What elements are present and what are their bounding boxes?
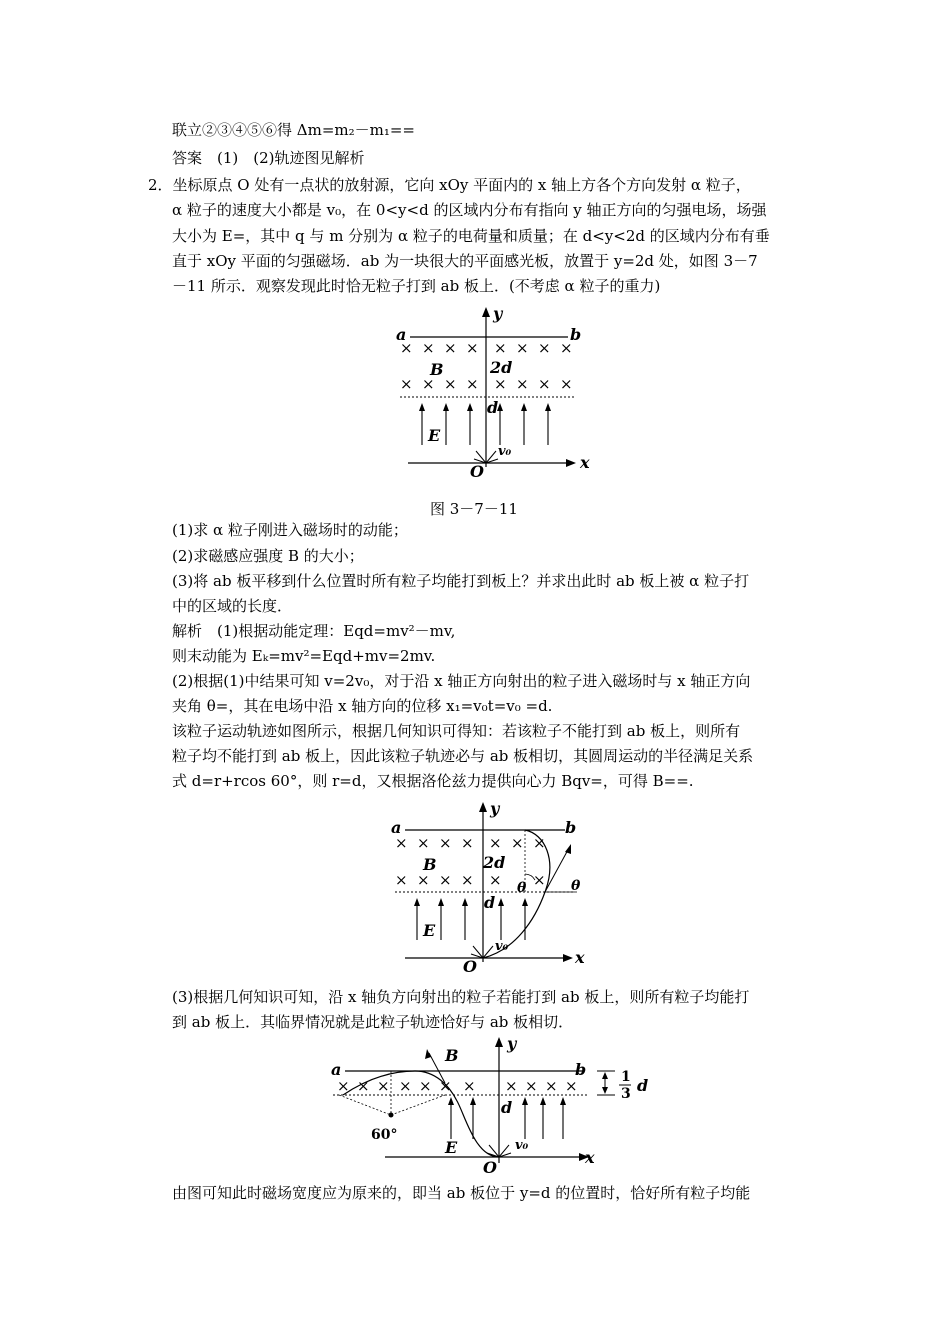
- frac-denominator: 3: [621, 1086, 631, 1102]
- text-line-18: 式 d=r+rcos 60°，则 r=d，又根据洛伦兹力提供向心力 Bqv=，可得 B==.: [172, 772, 694, 790]
- cross-mark: ×: [516, 375, 529, 393]
- text-line-16: 该粒子运动轨迹如图所示，根据几何知识可得知：若该粒子不能打到 ab 板上，则所有: [172, 722, 741, 740]
- text-line-5: 大小为 E=，其中 q 与 m 分别为 α 粒子的电荷量和质量；在 d<y<2d 的区域内分布有垂: [172, 227, 770, 245]
- cross-mark: ×: [511, 834, 524, 852]
- label-v0: v₀: [515, 1138, 529, 1153]
- text-line-15: 夹角 θ=，其在电场中沿 x 轴方向的位移 x₁=v₀t=v₀ =d.: [172, 697, 553, 715]
- cross-mark: ×: [422, 375, 435, 393]
- label-E: E: [423, 921, 436, 940]
- cross-mark: ×: [377, 1077, 390, 1095]
- label-y: y: [490, 800, 500, 818]
- text-line-4: α 粒子的速度大小都是 v₀，在 0<y<d 的区域内分布有指向 y 轴正方向的匀强电场，场强: [172, 201, 767, 219]
- cross-mark: ×: [516, 339, 529, 357]
- label-x: x: [585, 1148, 595, 1167]
- cross-mark: ×: [417, 834, 430, 852]
- text-line-12: 解析 (1)根据动能定理：Eqd=mv²－mv,: [172, 622, 456, 640]
- cross-mark: ×: [461, 834, 474, 852]
- cross-mark: ×: [400, 375, 413, 393]
- cross-mark: ×: [538, 375, 551, 393]
- cross-mark: ×: [494, 339, 507, 357]
- label-y: y: [493, 305, 503, 323]
- label-theta: θ: [517, 880, 527, 896]
- cross-mark: ×: [494, 375, 507, 393]
- label-d: d: [501, 1098, 513, 1117]
- text-line-1: 联立②③④⑤⑥得 Δm=m₂－m₁==: [172, 121, 416, 139]
- label-v0: v₀: [495, 939, 509, 954]
- cross-mark: ×: [337, 1077, 350, 1095]
- frac-numerator: 1: [621, 1069, 631, 1085]
- text-line-8: (1)求 α 粒子刚进入磁场时的动能；: [172, 521, 408, 539]
- cross-mark: ×: [538, 339, 551, 357]
- cross-mark: ×: [525, 1077, 538, 1095]
- cross-mark: ×: [422, 339, 435, 357]
- label-B: B: [445, 1046, 459, 1065]
- cross-mark: ×: [565, 1077, 578, 1095]
- label-x: x: [580, 453, 590, 472]
- text-line-13: 则末动能为 Eₖ=mv²=Eqd+mv=2mv.: [172, 647, 436, 665]
- cross-mark: ×: [417, 871, 430, 889]
- cross-mark: ×: [357, 1077, 370, 1095]
- label-b: b: [570, 325, 582, 344]
- label-d: d: [487, 398, 499, 417]
- text-line-3: 2．坐标原点 O 处有一点状的放射源，它向 xOy 平面内的 x 轴上方各个方向发射 α 粒子，: [148, 176, 751, 194]
- label-2d: 2d: [490, 358, 513, 377]
- text-line-7: －11 所示．观察发现此时恰无粒子打到 ab 板上．(不考虑 α 粒子的重力): [172, 277, 661, 295]
- text-line-14: (2)根据(1)中结果可知 v=2v₀，对于沿 x 轴正方向射出的粒子进入磁场时与 x 轴正方向: [172, 672, 751, 690]
- cross-mark: ×: [545, 1077, 558, 1095]
- label-B: B: [423, 855, 437, 874]
- cross-mark: ×: [533, 871, 546, 889]
- label-v0: v₀: [498, 444, 512, 459]
- circle-center-dot: [389, 1113, 394, 1118]
- x-arrow-icon: [566, 459, 576, 467]
- cross-mark: ×: [463, 1077, 476, 1095]
- cross-mark: ×: [395, 871, 408, 889]
- text-line-21: 由图可知此时磁场宽度应为原来的，即当 ab 板位于 y=d 的位置时，恰好所有粒子均能: [172, 1184, 751, 1202]
- cross-mark: ×: [466, 339, 479, 357]
- y-arrow-icon: [479, 802, 487, 812]
- text-line-2: 答案 (1) (2)轨迹图见解析: [172, 149, 365, 167]
- label-b: b: [565, 818, 577, 837]
- label-x: x: [575, 948, 585, 967]
- text-line-20: 到 ab 板上．其临界情况就是此粒子轨迹恰好与 ab 板相切．: [172, 1013, 574, 1031]
- figure-caption: 图 3－7－11: [430, 500, 518, 518]
- label-a: a: [396, 325, 407, 344]
- cross-mark: ×: [399, 1077, 412, 1095]
- e-field-lines: [422, 409, 548, 445]
- text-line-11: 中的区域的长度．: [172, 597, 293, 615]
- text-line-6: 直于 xOy 平面的匀强磁场．ab 为一块很大的平面感光板，放置于 y=2d 处，如图 3－7: [172, 252, 758, 270]
- cross-mark: ×: [439, 1077, 452, 1095]
- label-y: y: [507, 1035, 517, 1053]
- label-2d: 2d: [483, 853, 506, 872]
- label-a: a: [391, 818, 402, 837]
- cross-mark: ×: [444, 375, 457, 393]
- label-E: E: [428, 426, 441, 445]
- text-line-17: 粒子均不能打到 ab 板上，因此该粒子轨迹必与 ab 板相切，其圆周运动的半径满足关系: [172, 747, 754, 765]
- label-B: B: [430, 360, 444, 379]
- cross-mark: ×: [533, 834, 546, 852]
- figure-3-7-11: [390, 305, 590, 485]
- label-origin: O: [483, 1158, 497, 1175]
- label-a: a: [331, 1060, 342, 1079]
- cross-mark: ×: [461, 871, 474, 889]
- trajectory-figure-3: [325, 1035, 665, 1175]
- cross-mark: ×: [439, 871, 452, 889]
- text-line-10: (3)将 ab 板平移到什么位置时所有粒子均能打到板上？并求出此时 ab 板上被 α 粒子打: [172, 572, 750, 590]
- label-d: d: [484, 893, 496, 912]
- trajectory-figure-2: [385, 800, 600, 980]
- cross-mark: ×: [489, 871, 502, 889]
- cross-mark: ×: [560, 339, 573, 357]
- cross-mark: ×: [489, 834, 502, 852]
- cross-mark: ×: [444, 339, 457, 357]
- y-arrow-icon: [495, 1037, 503, 1047]
- cross-mark: ×: [419, 1077, 432, 1095]
- label-60deg: 60°: [371, 1127, 398, 1143]
- y-arrow-icon: [482, 307, 490, 317]
- label-origin: O: [463, 957, 477, 976]
- cross-mark: ×: [560, 375, 573, 393]
- cross-mark: ×: [505, 1077, 518, 1095]
- label-theta: θ: [571, 878, 581, 894]
- label-d-dim: d: [637, 1076, 649, 1095]
- text-line-19: (3)根据几何知识可知，沿 x 轴负方向射出的粒子若能打到 ab 板上，则所有粒子均能打: [172, 988, 750, 1006]
- cross-mark: ×: [395, 834, 408, 852]
- cross-mark: ×: [400, 339, 413, 357]
- cross-mark: ×: [466, 375, 479, 393]
- cross-mark: ×: [439, 834, 452, 852]
- label-b: b: [575, 1060, 587, 1079]
- text-line-9: (2)求磁感应强度 B 的大小；: [172, 547, 364, 565]
- x-arrow-icon: [563, 954, 573, 962]
- label-origin: O: [470, 462, 484, 481]
- label-E: E: [445, 1138, 458, 1157]
